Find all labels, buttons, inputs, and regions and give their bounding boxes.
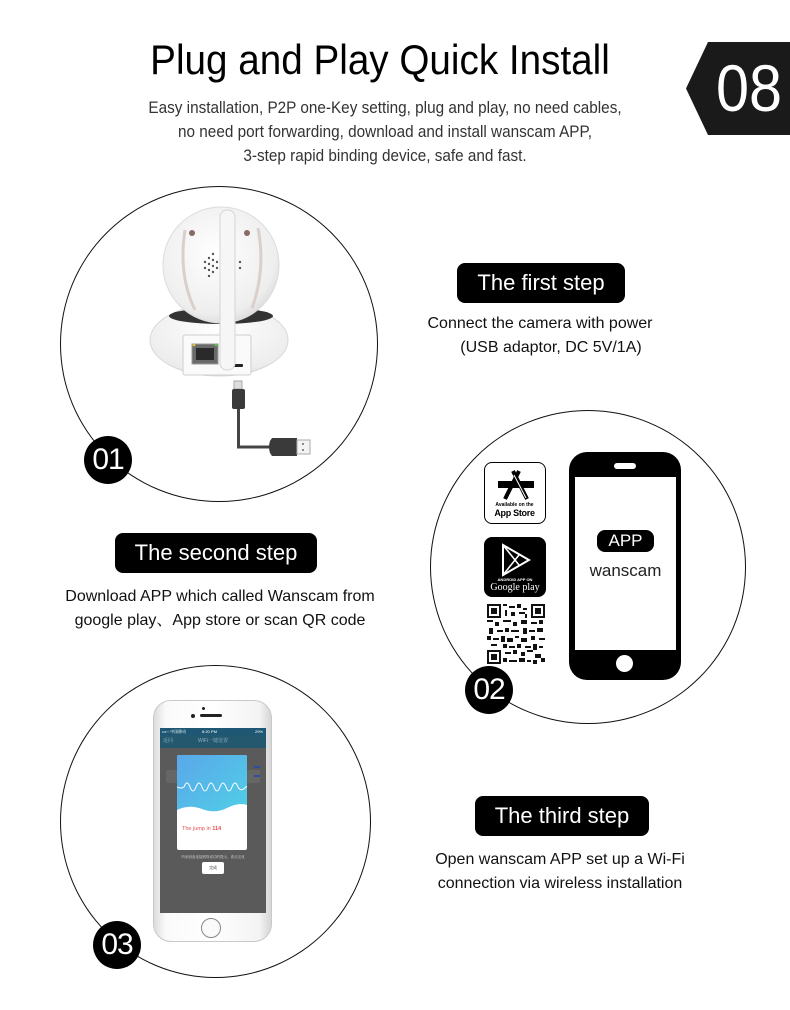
status-battery: 29% [254,729,263,734]
status-carrier: •••◦◦ 中国移动 [162,729,187,734]
step3-number-badge: 03 [93,921,141,969]
phone-speaker [614,463,636,469]
page-title: Plug and Play Quick Install [150,36,610,83]
app-pill: APP [597,530,654,552]
app-store-badge[interactable] [484,462,546,524]
countdown-text [182,826,221,832]
subtitle-line: no need port forwarding, download and install wanscam APP, [178,122,592,141]
app-name: wanscam [589,561,662,580]
countdown-label: The jump in [182,826,211,832]
status-bar [160,728,266,735]
status-time: 8:20 PM [202,729,217,734]
step3-description-line: connection via wireless installation [437,875,683,892]
blue-mark [254,766,260,768]
step1-description-line: Connect the camera with power [427,315,653,332]
step1-description [400,312,680,360]
step2-description [20,585,420,633]
sound-wave-graphic [177,755,247,819]
phone-sensor [202,707,205,710]
wifi-setup-screen [160,728,266,913]
nav-title: WiFi一键设置 [198,738,228,744]
step3-description [400,848,720,896]
back-button[interactable]: 返回 [163,738,174,744]
phone-home-button [616,655,633,672]
step1-number-badge: 01 [84,436,132,484]
ip-camera-illustration [140,200,320,470]
step3-label: The third step [475,796,649,836]
wifi-countdown-dialog [177,755,247,850]
google-play-caption: ANDROID APP ON [497,577,533,582]
done-button[interactable]: 完成 [202,862,224,874]
app-nav-bar [160,735,266,748]
section-number: 08 [715,51,783,125]
phone-earpiece [200,714,222,717]
step3-description-line: Open wanscam APP set up a Wi-Fi [435,851,685,868]
subtitle-line: 3-step rapid binding device, safe and fast. [243,146,527,165]
app-store-name: App Store [494,508,535,518]
google-play-icon [499,543,533,577]
step1-description-line: (USB adaptor, DC 5V/1A) [460,339,642,356]
step1-label: The first step [457,263,625,303]
phone-home-button [201,918,221,938]
app-store-icon [495,467,537,503]
page-subtitle [93,96,678,168]
google-play-name: Google play [490,582,540,593]
countdown-value: 114 [212,826,222,832]
hint-text: 听到设备连接网络成功的提示，请点完成 [181,855,245,859]
app-store-caption: Available on the [495,502,534,508]
blue-mark [254,775,260,777]
step2-description-line: Download APP which called Wanscam from [65,588,375,605]
step2-number-badge: 02 [465,666,513,714]
section-number-badge [686,42,790,135]
step2-description-line: google play、App store or scan QR code [74,612,366,629]
step2-label: The second step [115,533,317,573]
phone-camera [191,714,195,718]
google-play-badge[interactable] [484,537,546,597]
subtitle-line: Easy installation, P2P one-Key setting, plug and play, no need cables, [148,98,622,117]
qr-code-icon[interactable] [487,604,545,664]
